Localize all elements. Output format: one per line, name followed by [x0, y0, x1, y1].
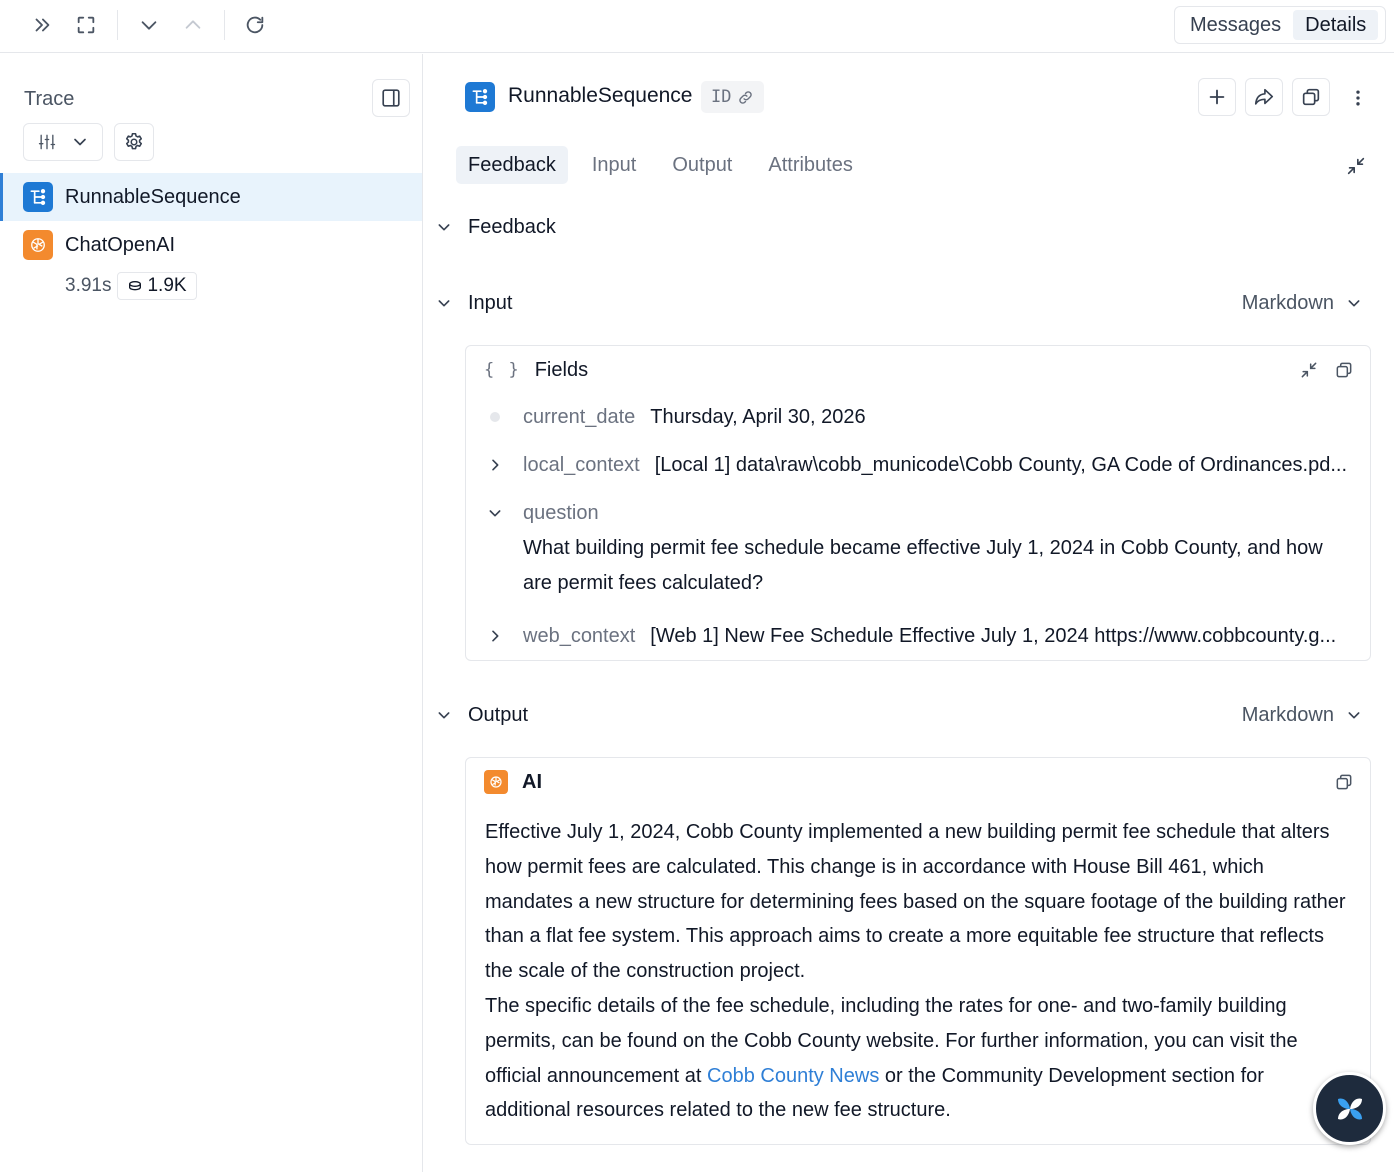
run-meta: [65, 272, 197, 300]
field-key: question: [523, 501, 599, 524]
braces-icon: { }: [484, 360, 521, 380]
output-text-span: The specific details of the fee schedule, including the rates for one- and two-family building permits, can be found on the Cobb County website. For further information, you can visit the official announcement at: [485, 994, 1298, 1087]
gear-icon: [123, 131, 145, 153]
openai-icon: [23, 230, 53, 260]
sidebar-layout-icon: [380, 87, 402, 109]
output-message: [485, 815, 1355, 1128]
panel-toggle-button[interactable]: [372, 79, 410, 117]
input-format-select[interactable]: [1242, 287, 1362, 319]
id-label: ID: [711, 87, 732, 107]
share-icon: [1253, 86, 1275, 108]
output-paragraph: [485, 989, 1355, 1128]
copy-fields-button[interactable]: [1332, 358, 1356, 382]
section-label: Output: [468, 703, 529, 726]
toolbar-divider: [117, 10, 118, 40]
format-value: Markdown: [1241, 703, 1334, 726]
details-tab[interactable]: Details: [1293, 10, 1378, 40]
bullet-icon: [484, 406, 506, 428]
trace-sidebar: [0, 54, 423, 1172]
trace-title: Trace: [24, 88, 75, 110]
chevron-down-icon: [434, 293, 454, 313]
chevron-down-icon[interactable]: [484, 502, 506, 524]
input-fields-card: [465, 345, 1371, 661]
chevron-down-icon: [434, 705, 454, 725]
tab-input[interactable]: Input: [591, 153, 637, 176]
minimize-icon: [1345, 155, 1367, 177]
copy-icon: [1334, 772, 1354, 792]
more-options-button[interactable]: [1340, 80, 1376, 116]
chevron-up-icon[interactable]: [176, 8, 210, 42]
chevron-down-icon: [434, 217, 454, 237]
output-paragraph: Effective July 1, 2024, Cobb County implemented a new building permit fee schedule that alters how permit fees are calculated. This change is in accordance with House Bill 461, which mandates a new structure for determining fees based on the square footage of the building rather than a flat fee system. This approach aims to create a more equitable fee structure that reflects the scale of the construction project.: [485, 821, 1346, 983]
card-tools: [1286, 358, 1356, 382]
feedback-section-header[interactable]: [434, 211, 556, 243]
format-value: Markdown: [1241, 291, 1334, 314]
field-key: current_date: [523, 405, 636, 428]
token-count: 1.9K: [147, 275, 187, 296]
card-header: [484, 770, 542, 794]
tree-item-label: ChatOpenAI: [65, 233, 176, 256]
chevron-down-icon: [1346, 707, 1362, 723]
assistant-launcher-button[interactable]: [1313, 1072, 1386, 1145]
tree-item-runnable-sequence[interactable]: [0, 173, 422, 221]
output-text-span: or the Community Development section for additional resources related to the new fee structure.: [485, 1064, 1264, 1122]
sliders-icon: [37, 132, 57, 152]
tab-feedback[interactable]: Feedback: [456, 146, 568, 184]
detail-tabs: [456, 146, 877, 184]
section-label: Input: [468, 291, 513, 314]
messages-tab[interactable]: Messages: [1190, 13, 1282, 36]
copy-icon: [1300, 86, 1322, 108]
output-message-card: [465, 757, 1371, 1145]
runnable-sequence-icon: [465, 82, 495, 112]
view-segmented-control: [1174, 6, 1386, 44]
field-web-context[interactable]: [484, 621, 1354, 651]
run-title: RunnableSequence: [508, 84, 693, 107]
tab-attributes[interactable]: Attributes: [768, 153, 853, 176]
field-value: Thursday, April 30, 2026: [650, 405, 866, 428]
card-tools: [1321, 770, 1356, 794]
field-local-context[interactable]: [484, 450, 1354, 480]
field-question[interactable]: [484, 498, 1354, 601]
add-button[interactable]: [1198, 78, 1236, 116]
field-key: local_context: [523, 453, 640, 476]
field-value: [Local 1] data\raw\cobb_municode\Cobb County, GA Code of Ordinances.pd...: [654, 453, 1348, 476]
token-badge: [117, 272, 196, 300]
chevron-right-icon[interactable]: [484, 625, 506, 647]
section-label: Feedback: [468, 215, 556, 238]
tree-item-chat-openai[interactable]: [0, 221, 422, 269]
expand-panel-icon[interactable]: [25, 8, 59, 42]
output-format-select[interactable]: [1242, 699, 1362, 731]
refresh-icon[interactable]: [238, 8, 272, 42]
cobb-county-news-link[interactable]: Cobb County News: [707, 1064, 880, 1087]
duplicate-button[interactable]: [1292, 78, 1330, 116]
assistant-logo-icon: [1330, 1089, 1370, 1129]
chevron-down-icon: [70, 132, 90, 152]
card-title: AI: [522, 770, 542, 793]
field-value: [Web 1] New Fee Schedule Effective July 1, 2024 https://www.cobbcounty.g...: [650, 624, 1337, 647]
card-title: Fields: [534, 358, 589, 381]
copy-icon: [1334, 360, 1354, 380]
kebab-menu-icon: [1348, 88, 1368, 108]
coins-icon: [127, 278, 143, 294]
latency-value: 3.91s: [65, 275, 112, 296]
card-header: [484, 358, 588, 382]
output-section-header[interactable]: [434, 699, 528, 731]
fullscreen-icon[interactable]: [69, 8, 103, 42]
chevron-right-icon[interactable]: [484, 454, 506, 476]
filter-dropdown-button[interactable]: [23, 123, 103, 161]
minimize-icon: [1299, 360, 1319, 380]
toolbar-divider: [224, 10, 225, 40]
chevron-down-icon[interactable]: [132, 8, 166, 42]
run-details: [424, 54, 1394, 1172]
collapse-fields-button[interactable]: [1297, 358, 1321, 382]
top-toolbar: [0, 0, 1394, 53]
chevron-down-icon: [1346, 295, 1362, 311]
runnable-sequence-icon: [23, 182, 53, 212]
link-icon: [737, 89, 754, 106]
collapse-all-button[interactable]: [1340, 150, 1372, 182]
copy-output-button[interactable]: [1332, 770, 1356, 794]
openai-icon: [484, 770, 508, 794]
tab-output[interactable]: Output: [672, 153, 733, 176]
copy-id-button[interactable]: [701, 81, 764, 113]
field-key: web_context: [523, 624, 636, 647]
input-section-header[interactable]: [434, 287, 512, 319]
settings-button[interactable]: [114, 123, 154, 161]
share-button[interactable]: [1245, 78, 1283, 116]
tree-item-label: RunnableSequence: [65, 185, 241, 208]
plus-icon: [1206, 86, 1228, 108]
field-value: What building permit fee schedule became effective July 1, 2024 in Cobb County, and how are permit fees calculated?: [523, 537, 1323, 594]
field-current-date: [484, 402, 1354, 432]
